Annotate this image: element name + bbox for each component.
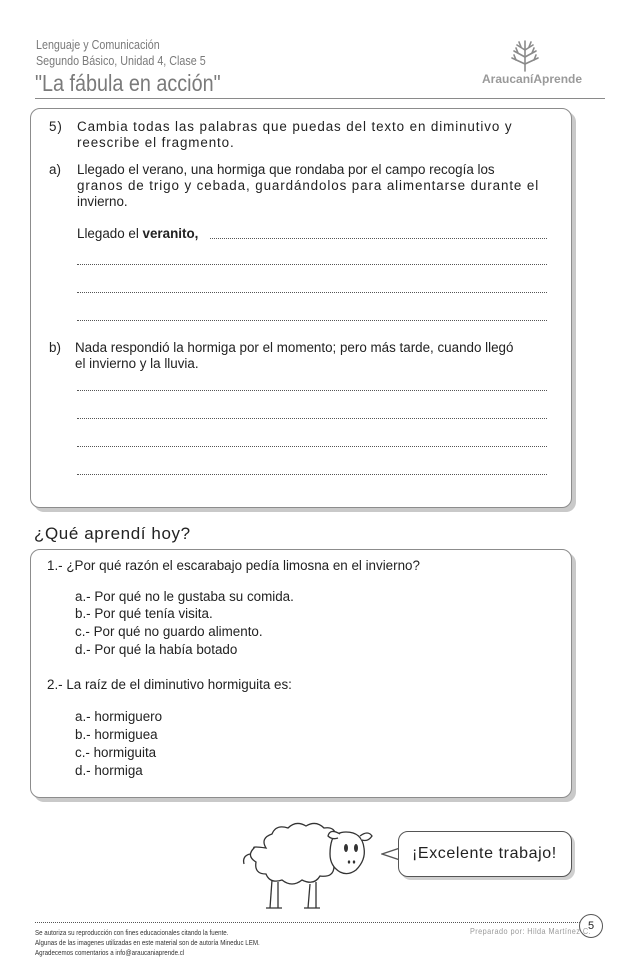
exercise-number: 5) bbox=[49, 119, 63, 134]
answer-line[interactable] bbox=[77, 418, 547, 419]
page-title: "La fábula en acción" bbox=[35, 70, 221, 96]
exercise-instruction: Cambia todas las palabras que puedas del texto en diminutivo y bbox=[77, 119, 513, 134]
question-1: 1.- ¿Por qué razón el escarabajo pedía limosna en el invierno? bbox=[47, 558, 420, 573]
answer-bold-word: veranito, bbox=[142, 226, 199, 241]
footer-line: Se autoriza su reproducción con fines educacionales citando la fuente. bbox=[35, 928, 229, 937]
q1-option-c[interactable]: c.- Por qué no guardo alimento. bbox=[75, 624, 263, 639]
section-heading: ¿Qué aprendí hoy? bbox=[34, 524, 191, 543]
answer-line[interactable] bbox=[210, 238, 547, 239]
q2-option-b[interactable]: b.- hormiguea bbox=[75, 727, 158, 742]
q2-option-a[interactable]: a.- hormiguero bbox=[75, 709, 163, 724]
answer-line[interactable] bbox=[77, 446, 547, 447]
q2-option-d[interactable]: d.- hormiga bbox=[75, 763, 143, 778]
answer-line[interactable] bbox=[77, 264, 547, 265]
q2-option-c[interactable]: c.- hormiguita bbox=[75, 745, 157, 760]
answer-line[interactable] bbox=[77, 320, 547, 321]
answer-line[interactable] bbox=[77, 292, 547, 293]
exercise-instruction-cont: reescribe el fragmento. bbox=[77, 135, 235, 150]
item-b-text-cont: el invierno y la lluvia. bbox=[75, 356, 199, 371]
page-number: 5 bbox=[579, 914, 603, 938]
item-a-text-cont: granos de trigo y cebada, guardándolos para alimentarse durante el bbox=[77, 178, 540, 193]
course-label: Segundo Básico, Unidad 4, Clase 5 bbox=[36, 54, 206, 68]
footer-line: Agradecemos comentarios a info@araucaniaprende.cl bbox=[35, 948, 185, 957]
item-a-text: Llegado el verano, una hormiga que rondaba por el campo recogía los bbox=[77, 162, 495, 177]
item-b-text: Nada respondió la hormiga por el momento; pero más tarde, cuando llegó bbox=[75, 340, 514, 355]
item-a-answer-start bbox=[77, 226, 198, 242]
answer-prefix: Llegado el bbox=[77, 226, 143, 241]
author-credit: Preparado por: Hilda Martínez C. bbox=[470, 926, 592, 936]
q1-option-b[interactable]: b.- Por qué tenía visita. bbox=[75, 606, 213, 621]
footer-line: Algunas de las imagenes utilizadas en este material son de autoría Mineduc LEM. bbox=[35, 938, 260, 947]
q1-option-d[interactable]: d.- Por qué la había botado bbox=[75, 642, 238, 657]
answer-line[interactable] bbox=[77, 390, 547, 391]
subject-label: Lenguaje y Comunicación bbox=[36, 38, 160, 52]
answer-line[interactable] bbox=[77, 474, 547, 475]
item-a-marker: a) bbox=[49, 162, 61, 177]
item-b-marker: b) bbox=[49, 340, 61, 355]
footer-divider bbox=[35, 922, 580, 923]
item-a-text-end: invierno. bbox=[77, 194, 128, 209]
snowflake-tree-icon bbox=[507, 40, 543, 72]
question-2: 2.- La raíz de el diminutivo hormiguita es: bbox=[47, 677, 292, 692]
logo-text: AraucaníAprende bbox=[482, 72, 583, 86]
q1-option-a[interactable]: a.- Por qué no le gustaba su comida. bbox=[75, 589, 294, 604]
speech-text: ¡Excelente trabajo! bbox=[412, 845, 557, 862]
header-divider bbox=[35, 98, 605, 99]
sheep-icon bbox=[236, 818, 386, 914]
